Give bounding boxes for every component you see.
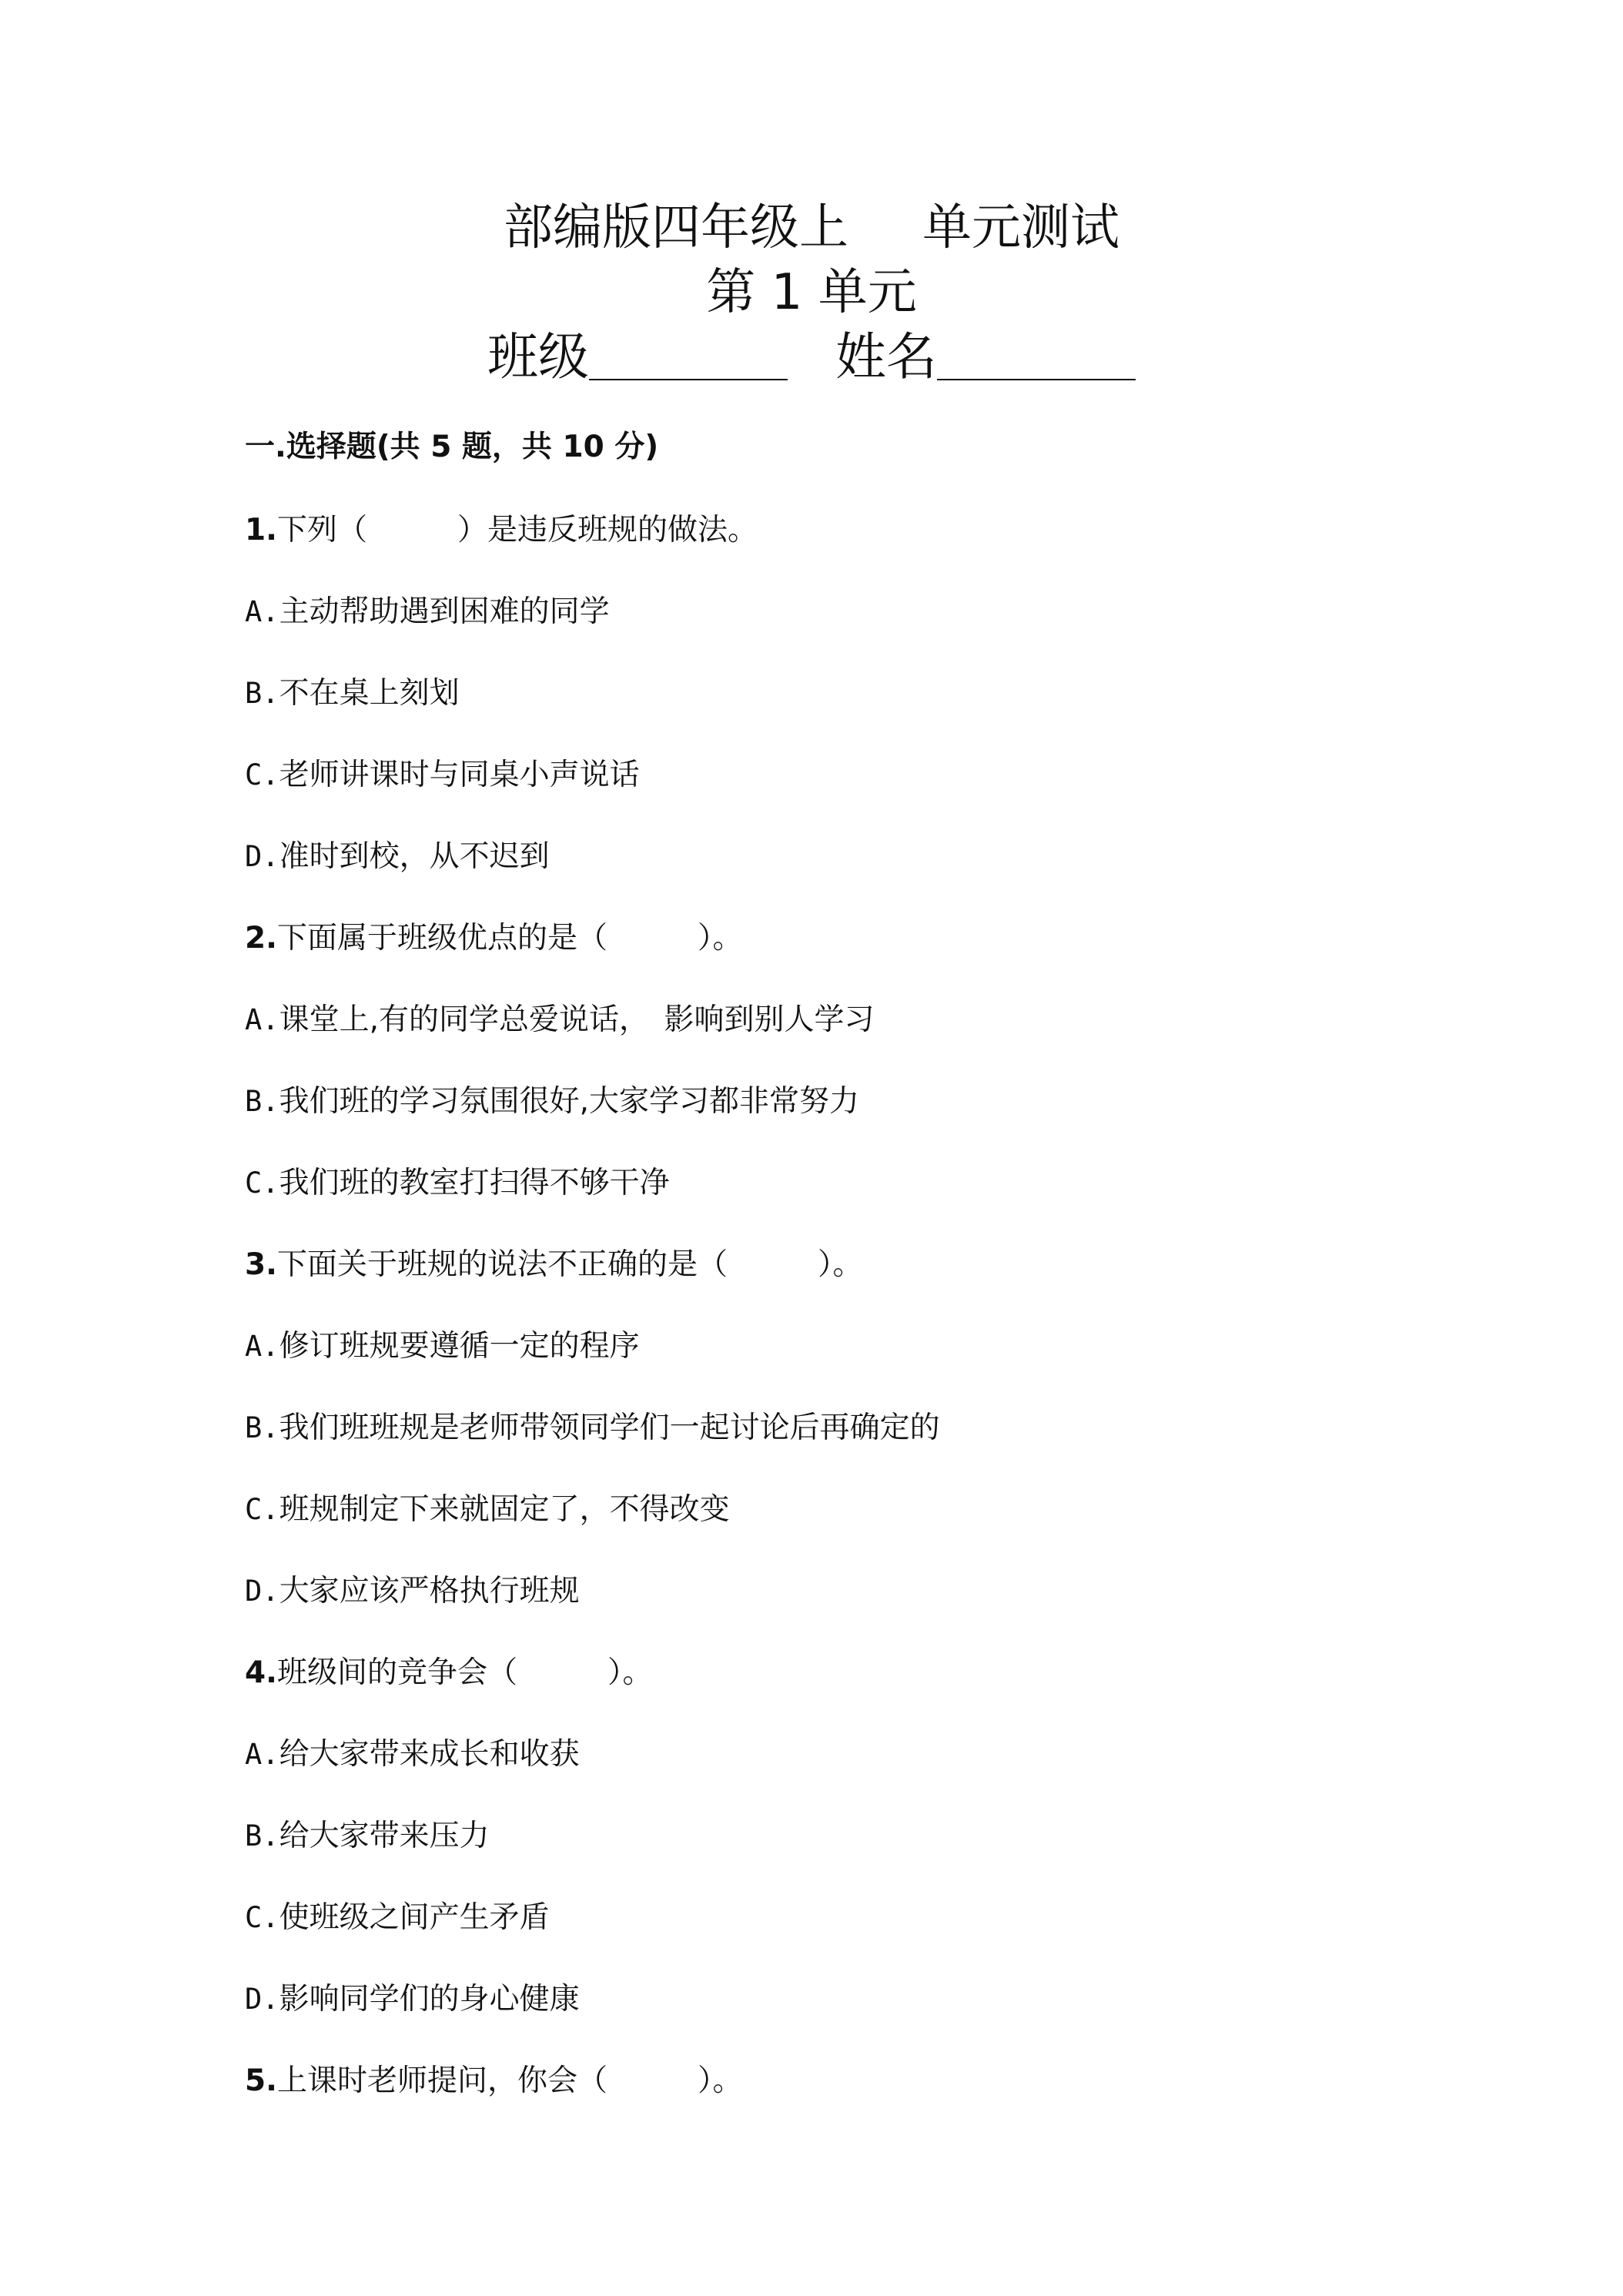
section-heading: 一.选择题(共 5 题，共 10 分) bbox=[245, 430, 659, 464]
option-text: 课堂上,有的同学总爱说话， 影响到别人学习 bbox=[279, 1002, 875, 1037]
option-letter: B. bbox=[245, 677, 279, 710]
answer-option[interactable] bbox=[245, 750, 640, 801]
question-text: 上课时老师提问，你会（ ）。 bbox=[276, 2063, 743, 2098]
question-stem bbox=[245, 2056, 742, 2107]
question-text: 下面关于班规的说法不正确的是（ ）。 bbox=[276, 1247, 863, 1282]
option-letter: A. bbox=[245, 1003, 279, 1036]
option-text: 不在桌上刻划 bbox=[279, 676, 460, 711]
question-number: 2. bbox=[245, 921, 277, 956]
question-number: 1. bbox=[245, 513, 277, 547]
class-blank[interactable] bbox=[589, 331, 788, 380]
answer-option[interactable] bbox=[245, 1811, 490, 1862]
question-text: 下列（ ）是违反班规的做法。 bbox=[276, 513, 758, 547]
answer-option[interactable] bbox=[245, 1076, 859, 1127]
option-text: 主动帮助遇到困难的同学 bbox=[279, 594, 610, 629]
answer-option[interactable] bbox=[245, 587, 610, 638]
option-letter: C. bbox=[245, 1901, 279, 1934]
exam-title bbox=[0, 197, 1623, 259]
name-label: 姓名 bbox=[835, 327, 937, 387]
option-letter: D. bbox=[245, 1983, 279, 2016]
option-text: 老师讲课时与同桌小声说话 bbox=[279, 758, 640, 792]
question-text: 班级间的竞争会（ ）。 bbox=[276, 1655, 653, 1690]
option-letter: B. bbox=[245, 1411, 279, 1444]
option-letter: B. bbox=[245, 1819, 279, 1853]
answer-option[interactable] bbox=[245, 668, 460, 719]
answer-option[interactable] bbox=[245, 1729, 580, 1780]
option-letter: C. bbox=[245, 1493, 279, 1526]
exam-title-type: 单元测试 bbox=[922, 199, 1119, 256]
question-stem bbox=[245, 505, 758, 556]
question-number: 5. bbox=[245, 2063, 277, 2098]
question-number: 4. bbox=[245, 1655, 277, 1690]
question-stem bbox=[245, 913, 742, 964]
student-info-line bbox=[0, 326, 1623, 388]
answer-option[interactable] bbox=[245, 1566, 580, 1617]
option-text: 我们班的教室打扫得不够干净 bbox=[279, 1166, 670, 1200]
option-text: 我们班的学习氛围很好,大家学习都非常努力 bbox=[279, 1084, 859, 1119]
option-text: 修订班规要遵循一定的程序 bbox=[279, 1329, 640, 1364]
question-stem bbox=[245, 1240, 862, 1290]
answer-option[interactable] bbox=[245, 1974, 580, 2025]
unit-title: 第 1 单元 bbox=[706, 264, 917, 321]
exam-title-grade: 部编版四年级上 bbox=[504, 199, 848, 256]
option-text: 我们班班规是老师带领同学们一起讨论后再确定的 bbox=[279, 1411, 940, 1445]
answer-option[interactable] bbox=[245, 1403, 940, 1454]
option-letter: A. bbox=[245, 1738, 279, 1771]
option-text: 使班级之间产生矛盾 bbox=[279, 1900, 550, 1935]
name-blank[interactable] bbox=[937, 331, 1136, 380]
answer-option[interactable] bbox=[245, 1484, 730, 1535]
option-letter: D. bbox=[245, 1575, 279, 1608]
option-letter: D. bbox=[245, 840, 279, 873]
option-letter: C. bbox=[245, 758, 279, 792]
answer-option[interactable] bbox=[245, 1893, 550, 1943]
class-label: 班级 bbox=[487, 327, 589, 387]
option-letter: B. bbox=[245, 1085, 279, 1118]
option-letter: A. bbox=[245, 595, 279, 628]
option-text: 影响同学们的身心健康 bbox=[279, 1982, 580, 2017]
question-text: 下面属于班级优点的是（ ）。 bbox=[276, 921, 743, 956]
option-letter: A. bbox=[245, 1330, 279, 1363]
option-text: 准时到校，从不迟到 bbox=[279, 839, 550, 874]
answer-option[interactable] bbox=[245, 995, 874, 1046]
option-text: 班规制定下来就固定了，不得改变 bbox=[279, 1492, 730, 1527]
answer-option[interactable] bbox=[245, 1321, 640, 1372]
answer-option[interactable] bbox=[245, 1158, 670, 1209]
answer-option[interactable] bbox=[245, 832, 550, 882]
option-text: 给大家带来压力 bbox=[279, 1819, 490, 1853]
question-number: 3. bbox=[245, 1247, 277, 1282]
question-stem bbox=[245, 1648, 652, 1699]
option-text: 大家应该严格执行班规 bbox=[279, 1574, 580, 1608]
option-text: 给大家带来成长和收获 bbox=[279, 1737, 580, 1772]
option-letter: C. bbox=[245, 1166, 279, 1200]
